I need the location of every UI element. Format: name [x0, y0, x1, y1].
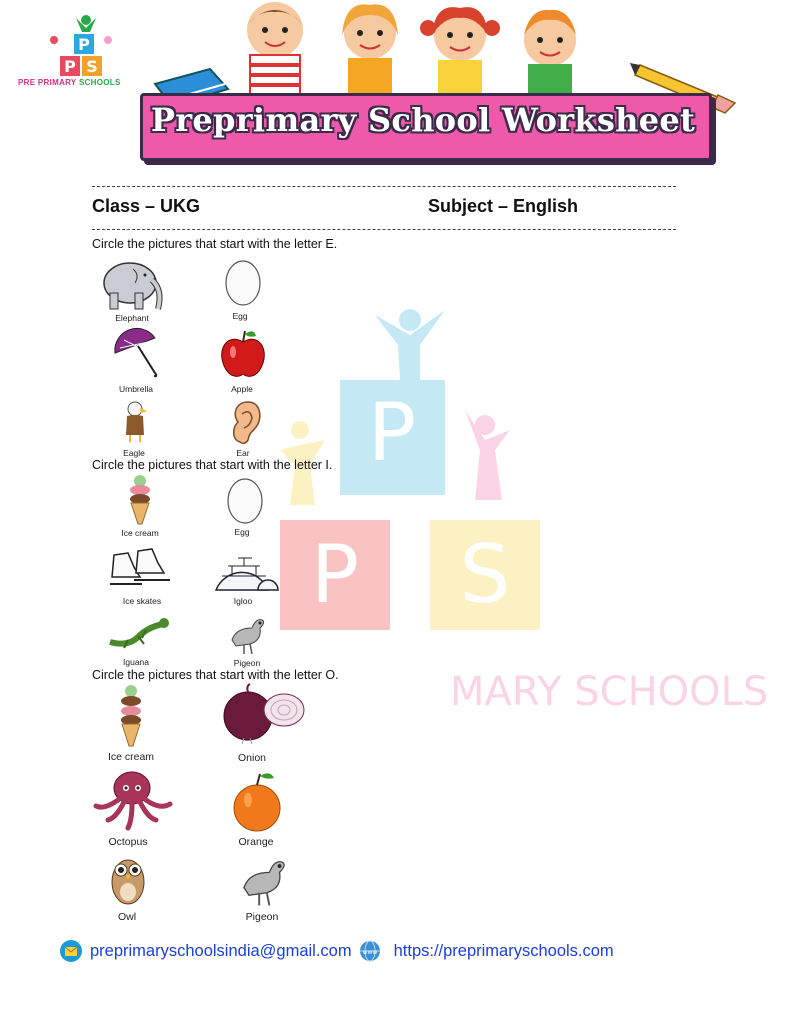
caption-elephant: Elephant	[115, 313, 149, 323]
onion-picture[interactable]	[222, 684, 306, 746]
elephant-picture[interactable]	[100, 255, 165, 310]
ice-skates-picture[interactable]	[108, 547, 172, 593]
class-label: Class – UKG	[92, 196, 201, 216]
www-label: www	[362, 949, 377, 956]
caption-orange: Orange	[238, 836, 274, 848]
kid-2	[342, 4, 398, 100]
egg-picture[interactable]	[222, 256, 264, 306]
kid-1	[247, 2, 303, 100]
caption-onion: Onion	[237, 752, 267, 764]
eagle-picture[interactable]	[120, 400, 150, 445]
apple-picture[interactable]	[218, 328, 268, 380]
kid-4	[524, 10, 576, 100]
caption-pigeon: Pigeon	[233, 658, 261, 668]
watermark-letter-s: S	[459, 528, 511, 621]
caption-eagle: Eagle	[123, 448, 145, 458]
octopus-picture[interactable]	[94, 770, 172, 830]
logo-letter-s: S	[86, 57, 98, 76]
ear-picture[interactable]	[228, 400, 264, 446]
caption-igloo: Igloo	[233, 596, 253, 606]
ice-cream-picture-2[interactable]	[118, 684, 144, 748]
footer-email[interactable]: preprimaryschoolsindia@gmail.com	[90, 941, 352, 960]
instruction-letter-o: Circle the pictures that start with the letter O.	[92, 668, 339, 682]
logo-letter-p1: P	[78, 35, 90, 54]
caption-ear: Ear	[236, 448, 250, 458]
egg-picture-2[interactable]	[224, 474, 266, 524]
caption-apple: Apple	[231, 384, 253, 394]
logo-letter-p2: P	[64, 57, 76, 76]
caption-ice-cream-2: Ice cream	[107, 751, 155, 763]
igloo-picture[interactable]	[212, 546, 278, 592]
logo-text	[18, 78, 121, 87]
pigeon-picture-2[interactable]	[236, 852, 290, 908]
caption-owl: Owl	[117, 911, 137, 923]
logo-text-part1: PRE PRIMARY	[18, 78, 77, 87]
kids-illustration	[170, 0, 710, 100]
logo-text-part2: SCHOOLS	[76, 78, 121, 87]
footer-website[interactable]: https://preprimaryschools.com	[393, 941, 614, 960]
watermark-letter-p1: P	[367, 386, 417, 479]
caption-umbrella: Umbrella	[118, 384, 153, 394]
pigeon-picture[interactable]	[226, 612, 268, 656]
divider-bottom	[92, 229, 676, 230]
ice-cream-picture[interactable]	[127, 474, 153, 526]
watermark-text: MARY SCHOOLS	[450, 669, 769, 715]
instruction-letter-i: Circle the pictures that start with the letter I.	[92, 458, 333, 472]
caption-ice-cream: Ice cream	[121, 528, 159, 538]
globe-icon	[356, 940, 384, 962]
email-icon	[60, 940, 82, 962]
umbrella-picture[interactable]	[110, 328, 160, 378]
caption-pigeon-2: Pigeon	[245, 911, 279, 923]
divider-top	[92, 186, 676, 187]
orange-picture[interactable]	[232, 770, 282, 832]
caption-egg-2: Egg	[234, 527, 250, 537]
kid-3	[420, 7, 500, 100]
caption-iguana: Iguana	[123, 657, 149, 667]
caption-ice-skates: Ice skates	[122, 596, 162, 606]
subject-label: Subject – English	[428, 196, 579, 216]
caption-egg: Egg	[232, 311, 248, 321]
iguana-picture[interactable]	[108, 612, 170, 650]
footer	[60, 938, 614, 964]
instruction-letter-e: Circle the pictures that start with the letter E.	[92, 237, 338, 251]
watermark-letter-p2: P	[310, 528, 360, 621]
caption-octopus: Octopus	[108, 836, 148, 848]
owl-picture[interactable]	[110, 854, 146, 906]
banner-title: Preprimary School Worksheet	[150, 101, 696, 139]
